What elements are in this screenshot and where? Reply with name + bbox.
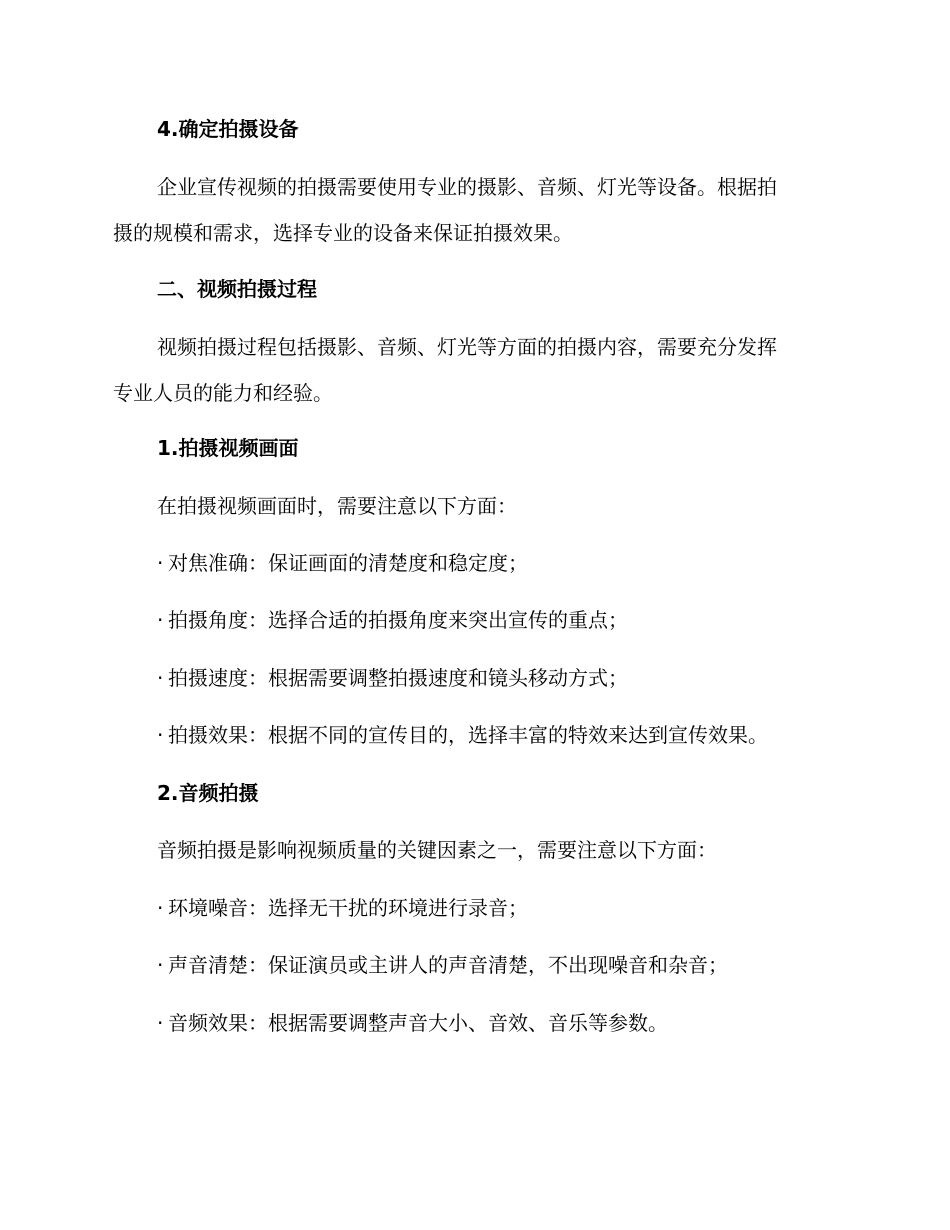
- paragraph-line: 视频拍摄过程包括摄影、音频、灯光等方面的拍摄内容，需要充分发挥: [157, 335, 777, 359]
- bullet-icon: ·: [157, 953, 164, 977]
- list-item-text: 音频效果：根据需要调整声音大小、音效、音乐等参数。: [168, 1011, 668, 1035]
- bullet-icon: ·: [157, 608, 164, 632]
- section-title-shooting-process: 二、视频拍摄过程: [157, 277, 317, 301]
- list-item: [113, 1000, 877, 1046]
- list-item-text: 拍摄角度：选择合适的拍摄角度来突出宣传的重点；: [168, 608, 628, 632]
- intro-video-footage: 在拍摄视频画面时，需要注意以下方面：: [157, 494, 517, 518]
- intro-audio-recording: 音频拍摄是影响视频质量的关键因素之一，需要注意以下方面：: [157, 838, 717, 862]
- list-item-text: 环境噪音：选择无干扰的环境进行录音；: [168, 896, 528, 920]
- list-item-text: 拍摄速度：根据需要调整拍摄速度和镜头移动方式；: [168, 666, 628, 690]
- bullet-icon: ·: [157, 723, 164, 747]
- paragraph-equipment: [113, 164, 833, 256]
- paragraph-line: 专业人员的能力和经验。: [113, 381, 333, 405]
- subheading-video-footage: 1.拍摄视频画面: [157, 436, 299, 460]
- list-item: [113, 597, 877, 643]
- list-item: [113, 655, 877, 701]
- bullet-icon: ·: [157, 666, 164, 690]
- list-item: [113, 885, 877, 931]
- list-item: [113, 942, 877, 988]
- paragraph-process: [113, 324, 833, 416]
- list-item-text: 声音清楚：保证演员或主讲人的声音清楚，不出现噪音和杂音；: [168, 953, 728, 977]
- bullet-icon: ·: [157, 1011, 164, 1035]
- paragraph-line: 企业宣传视频的拍摄需要使用专业的摄影、音频、灯光等设备。根据拍: [157, 175, 777, 199]
- heading-determine-equipment: 4.确定拍摄设备: [157, 117, 299, 141]
- bullet-icon: ·: [157, 551, 164, 575]
- bullet-icon: ·: [157, 896, 164, 920]
- subheading-audio-recording: 2.音频拍摄: [157, 781, 259, 805]
- list-item: [113, 712, 877, 758]
- list-item: [113, 540, 877, 586]
- list-item-text: 拍摄效果：根据不同的宣传目的，选择丰富的特效来达到宣传效果。: [168, 723, 768, 747]
- paragraph-line: 摄的规模和需求，选择专业的设备来保证拍摄效果。: [113, 221, 573, 245]
- list-item-text: 对焦准确：保证画面的清楚度和稳定度；: [168, 551, 528, 575]
